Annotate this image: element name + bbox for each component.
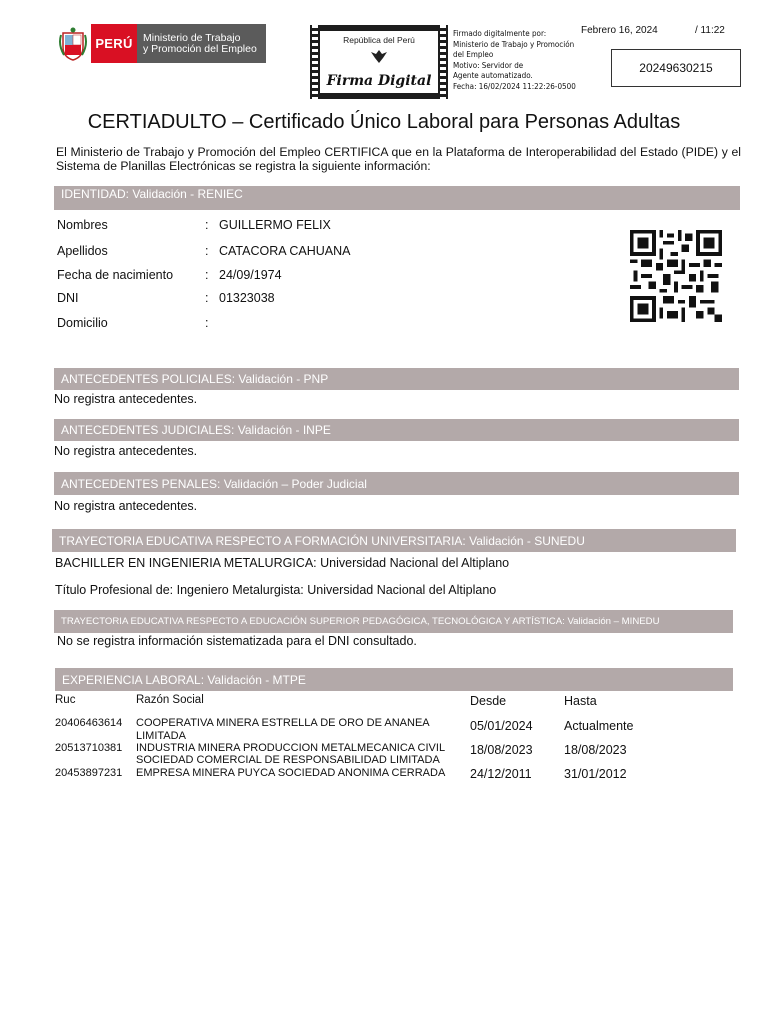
field-value-dni: 01323038 xyxy=(219,291,275,305)
film-strip-right xyxy=(440,25,446,99)
row-name-line1: INDUSTRIA MINERA PRODUCCION METALMECANICA CIVIL xyxy=(136,742,446,754)
signature-line: del Empleo xyxy=(453,50,494,59)
signature-line: Motivo: Servidor de xyxy=(453,60,524,70)
field-label: Domicilio xyxy=(57,316,108,330)
field-colon: : xyxy=(205,268,209,282)
row-from: 05/01/2024 xyxy=(470,719,533,733)
qr-code-icon xyxy=(627,230,725,322)
university-degree: BACHILLER EN INGENIERIA METALURGICA: Universidad Nacional del Altiplano xyxy=(55,556,510,570)
row-to: 31/01/2012 xyxy=(564,767,627,781)
field-colon: : xyxy=(205,218,209,232)
section-judicial-heading: ANTECEDENTES JUDICIALES: Validación - INPE xyxy=(54,419,739,441)
university-title: Título Profesional de: Ingeniero Metalurgista: Universidad Nacional del Altiplano xyxy=(55,583,497,597)
row-from: 24/12/2011 xyxy=(470,767,532,781)
field-value-nombres: GUILLERMO FELIX xyxy=(219,218,331,232)
document-code: 20249630215 xyxy=(611,49,741,87)
row-name-line2: SOCIEDAD COMERCIAL DE RESPONSABILIDAD LIMITADA xyxy=(136,754,440,766)
issue-time: / 11:22 xyxy=(695,25,725,36)
peru-label: PERÚ xyxy=(91,24,137,63)
judicial-result: No registra antecedentes. xyxy=(54,444,198,458)
row-ruc: 20406463614 xyxy=(55,717,123,729)
section-university-heading: TRAYECTORIA EDUCATIVA RESPECTO A FORMACIÓN UNIVERSITARIA: Validación - SUNEDU xyxy=(52,529,736,552)
intro-paragraph: El Ministerio de Trabajo y Promoción del Empleo CERTIFICA que en la Plataforma de Interoperabilidad del Estado (PIDE) y el Sistema de Planillas Electrónicas se registra la siguiente información: xyxy=(56,145,741,173)
higher-ed-result: No se registra información sistematizada para el DNI consultado. xyxy=(57,634,417,648)
section-identity-heading: IDENTIDAD: Validación - RENIEC xyxy=(54,186,740,210)
field-colon: : xyxy=(205,244,209,258)
ministry-name-line1: Ministerio de Trabajo xyxy=(143,31,241,44)
ministry-name-line2: y Promoción del Empleo xyxy=(143,42,257,55)
penal-result: No registra antecedentes. xyxy=(54,499,198,513)
ministry-logo xyxy=(55,24,272,63)
signature-line: Ministerio de Trabajo y Promoción xyxy=(453,39,575,49)
police-result: No registra antecedentes. xyxy=(54,392,198,406)
signature-line: Fecha: 16/02/2024 11:22:26-0500 xyxy=(453,81,576,91)
field-label: Apellidos xyxy=(57,244,108,258)
stamp-signature: Firma Digital xyxy=(326,73,432,89)
stamp-inner xyxy=(320,31,438,93)
stamp-country: República del Perú xyxy=(343,35,415,45)
signature-line: Firmado digitalmente por: xyxy=(453,29,547,38)
column-header-hasta: Hasta xyxy=(564,694,597,708)
page-title: CERTIADULTO – Certificado Único Laboral para Personas Adultas xyxy=(87,111,681,133)
field-value-apellidos: CATACORA CAHUANA xyxy=(219,244,351,258)
field-label: Nombres xyxy=(57,218,108,232)
column-header-razon-social: Razón Social xyxy=(136,694,204,706)
row-ruc: 20513710381 xyxy=(55,742,123,754)
coat-of-arms-icon xyxy=(55,24,91,63)
field-label: DNI xyxy=(57,291,79,305)
section-police-heading: ANTECEDENTES POLICIALES: Validación - PNP xyxy=(54,368,739,390)
row-name-line2: LIMITADA xyxy=(136,730,186,742)
row-to: Actualmente xyxy=(564,719,634,733)
film-strip-left xyxy=(312,25,318,99)
digital-signature-stamp xyxy=(310,25,448,99)
signature-details xyxy=(453,29,613,92)
eagle-icon xyxy=(320,48,438,69)
signature-line: Agente automatizado. xyxy=(453,71,533,80)
field-value-fecha: 24/09/1974 xyxy=(219,268,282,282)
row-ruc: 20453897231 xyxy=(55,767,123,779)
field-colon: : xyxy=(205,316,209,330)
row-name-line1: EMPRESA MINERA PUYCA SOCIEDAD ANONIMA CERRADA xyxy=(136,767,446,779)
field-colon: : xyxy=(205,291,209,305)
section-work-heading: EXPERIENCIA LABORAL: Validación - MTPE xyxy=(55,668,733,691)
column-header-desde: Desde xyxy=(470,694,507,708)
section-penal-heading: ANTECEDENTES PENALES: Validación – Poder Judicial xyxy=(54,472,739,495)
field-label: Fecha de nacimiento xyxy=(57,268,174,282)
column-header-ruc: Ruc xyxy=(55,694,76,706)
issue-date: Febrero 16, 2024 xyxy=(581,25,658,36)
ministry-name xyxy=(137,24,266,63)
section-higher-ed-heading: TRAYECTORIA EDUCATIVA RESPECTO A EDUCACIÓN SUPERIOR PEDAGÓGICA, TECNOLÓGICA Y ARTÍSTICA: Validación – MINEDU xyxy=(54,610,733,633)
row-name-line1: COOPERATIVA MINERA ESTRELLA DE ORO DE ANANEA xyxy=(136,717,430,729)
row-to: 18/08/2023 xyxy=(564,743,627,757)
row-from: 18/08/2023 xyxy=(470,743,533,757)
